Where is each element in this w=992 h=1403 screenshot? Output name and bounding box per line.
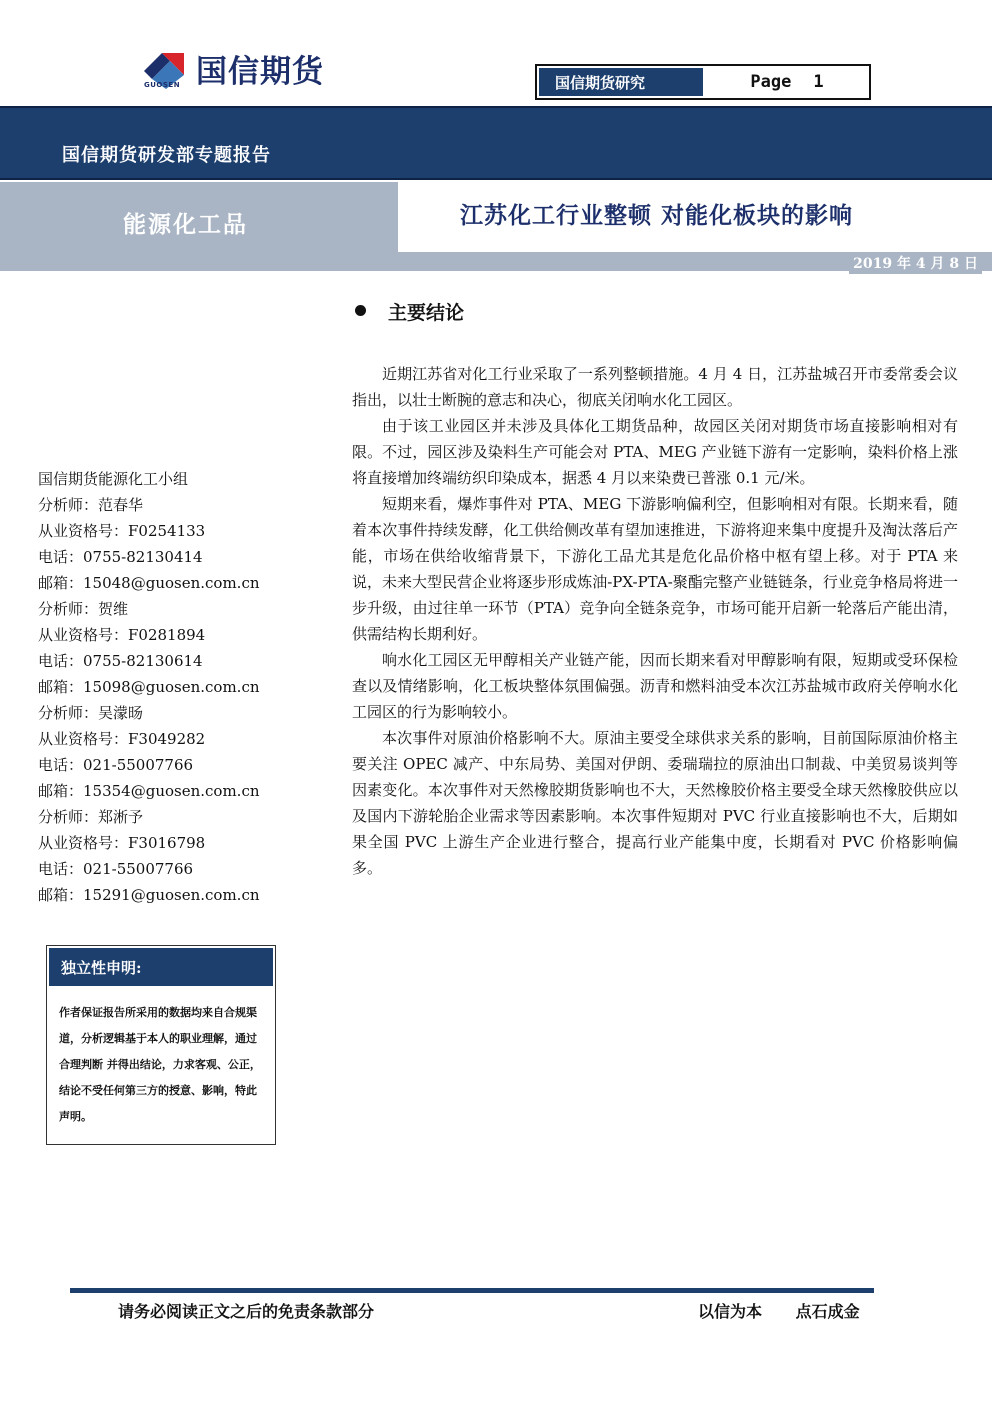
report-title: 江苏化工行业整顿 对能化板块的影响: [460, 202, 854, 229]
contact-line: 分析师：贺维: [38, 600, 129, 618]
paragraph: 由于该工业园区并未涉及具体化工期货品种，故园区关闭对期货市场直接影响相对有限。不过，园区涉及染料生产可能会对 PTA、MEG 产业链下游有一定影响，染料价格上涨将直接增加终端纺织印染成本，据悉 4 月以来染费已普涨 0.1 元/米。: [352, 417, 958, 487]
independence-declaration: [46, 945, 276, 1145]
footer-disclaimer-note: 请务必阅读正文之后的免责条款部分: [118, 1302, 375, 1321]
paragraph: 短期来看，爆炸事件对 PTA、MEG 下游影响偏利空，但影响相对有限。长期来看，随着本次事件持续发酵，化工供给侧改革有望加速推进，下游将迎来集中度提升及淘汰落后产能，市场在供给收缩背景下，下游化工品尤其是危化品价格中枢有望上移。对于 PTA 来说，未来大型民营企业将逐步形成炼油-PX-PTA-聚酯完整产业链链条，行业竞争格局将进一步升级，由过往单一环节（PTA）竞争向全链条竞争，市场可能开启新一轮落后产能出清，供需结构长期利好。: [352, 495, 958, 643]
bullet-icon: [355, 305, 366, 316]
footer-slogan: 以信为本 点石成金: [698, 1302, 860, 1321]
report-type-banner: [0, 106, 992, 180]
date-strip: [0, 252, 992, 271]
contact-line: 邮箱：15098@guosen.com.cn: [38, 678, 260, 696]
contact-line: 邮箱：15048@guosen.com.cn: [38, 574, 260, 592]
contact-line: 邮箱：15354@guosen.com.cn: [38, 782, 260, 800]
analyst-contacts: [38, 466, 260, 908]
logo-text: 国信期货: [196, 53, 324, 90]
paragraph: 近期江苏省对化工行业采取了一系列整顿措施。4 月 4 日，江苏盐城召开市委常委会议指出，以壮士断腕的意志和决心，彻底关闭响水化工园区。: [352, 365, 958, 409]
category-block: [0, 182, 398, 252]
contact-line: 分析师：郑淅予: [38, 808, 144, 826]
contact-line: 从业资格号：F0254133: [38, 522, 206, 540]
declaration-text: 作者保证报告所采用的数据均来自合规渠道，分析逻辑基于本人的职业理解，通过合理判断 并得出结论，力求客观、公正，结论不受任何第三方的授意、影响，特此声明。: [59, 1006, 261, 1123]
page-number-cell: [705, 66, 869, 98]
report-date: 2019 年 4 月 8 日: [849, 252, 982, 274]
page-number: 1: [813, 72, 824, 92]
paragraph: 本次事件对原油价格影响不大。原油主要受全球供求关系的影响，目前国际原油价格主要关注 OPEC 减产、中东局势、美国对伊朗、委瑞瑞拉的原油出口制裁、中美贸易谈判等因素变化。本次事件对天然橡胶期货影响也不大，天然橡胶价格主要受全球天然橡胶供应以及国内下游轮胎企业需求等因素影响。本次事件短期对 PVC 行业直接影响也不大，后期如果全国 PVC 上游生产企业进行整合，提高行业产能集中度，长期看对 PVC 价格影响偏多。: [352, 729, 958, 877]
report-type-title: 国信期货研发部专题报告: [62, 145, 271, 166]
contact-line: 电话：0755-82130614: [38, 652, 203, 670]
declaration-title: 独立性申明:: [47, 946, 275, 988]
contact-line: 分析师：范春华: [38, 496, 144, 514]
section-title: 主要结论: [388, 302, 465, 324]
footer-divider: [70, 1288, 874, 1293]
contact-line: 从业资格号：F3016798: [38, 834, 206, 852]
contact-line: 分析师：吴濛旸: [38, 704, 144, 722]
logo-subtext: GUOSEN: [144, 81, 181, 89]
contact-line: 邮箱：15291@guosen.com.cn: [38, 886, 260, 904]
paragraph: 响水化工园区无甲醇相关产业链产能，因而长期来看对甲醇影响有限，短期或受环保检查以及情绪影响，化工板块整体氛围偏强。沥青和燃料油受本次江苏盐城市政府关停响水化工园区的行为影响较小。: [352, 651, 958, 721]
contact-line: 电话：021-55007766: [38, 860, 194, 878]
category-label: 能源化工品: [123, 211, 248, 238]
page-indicator-box: [535, 64, 871, 100]
main-conclusions: [352, 361, 958, 881]
contact-line: 电话：0755-82130414: [38, 548, 203, 566]
research-label: 国信期货研究: [537, 66, 705, 98]
contact-line: 从业资格号：F3049282: [38, 730, 206, 748]
contact-line: 国信期货能源化工小组: [38, 470, 189, 488]
contact-line: 从业资格号：F0281894: [38, 626, 206, 644]
contact-line: 电话：021-55007766: [38, 756, 194, 774]
page-label: Page: [750, 72, 792, 92]
